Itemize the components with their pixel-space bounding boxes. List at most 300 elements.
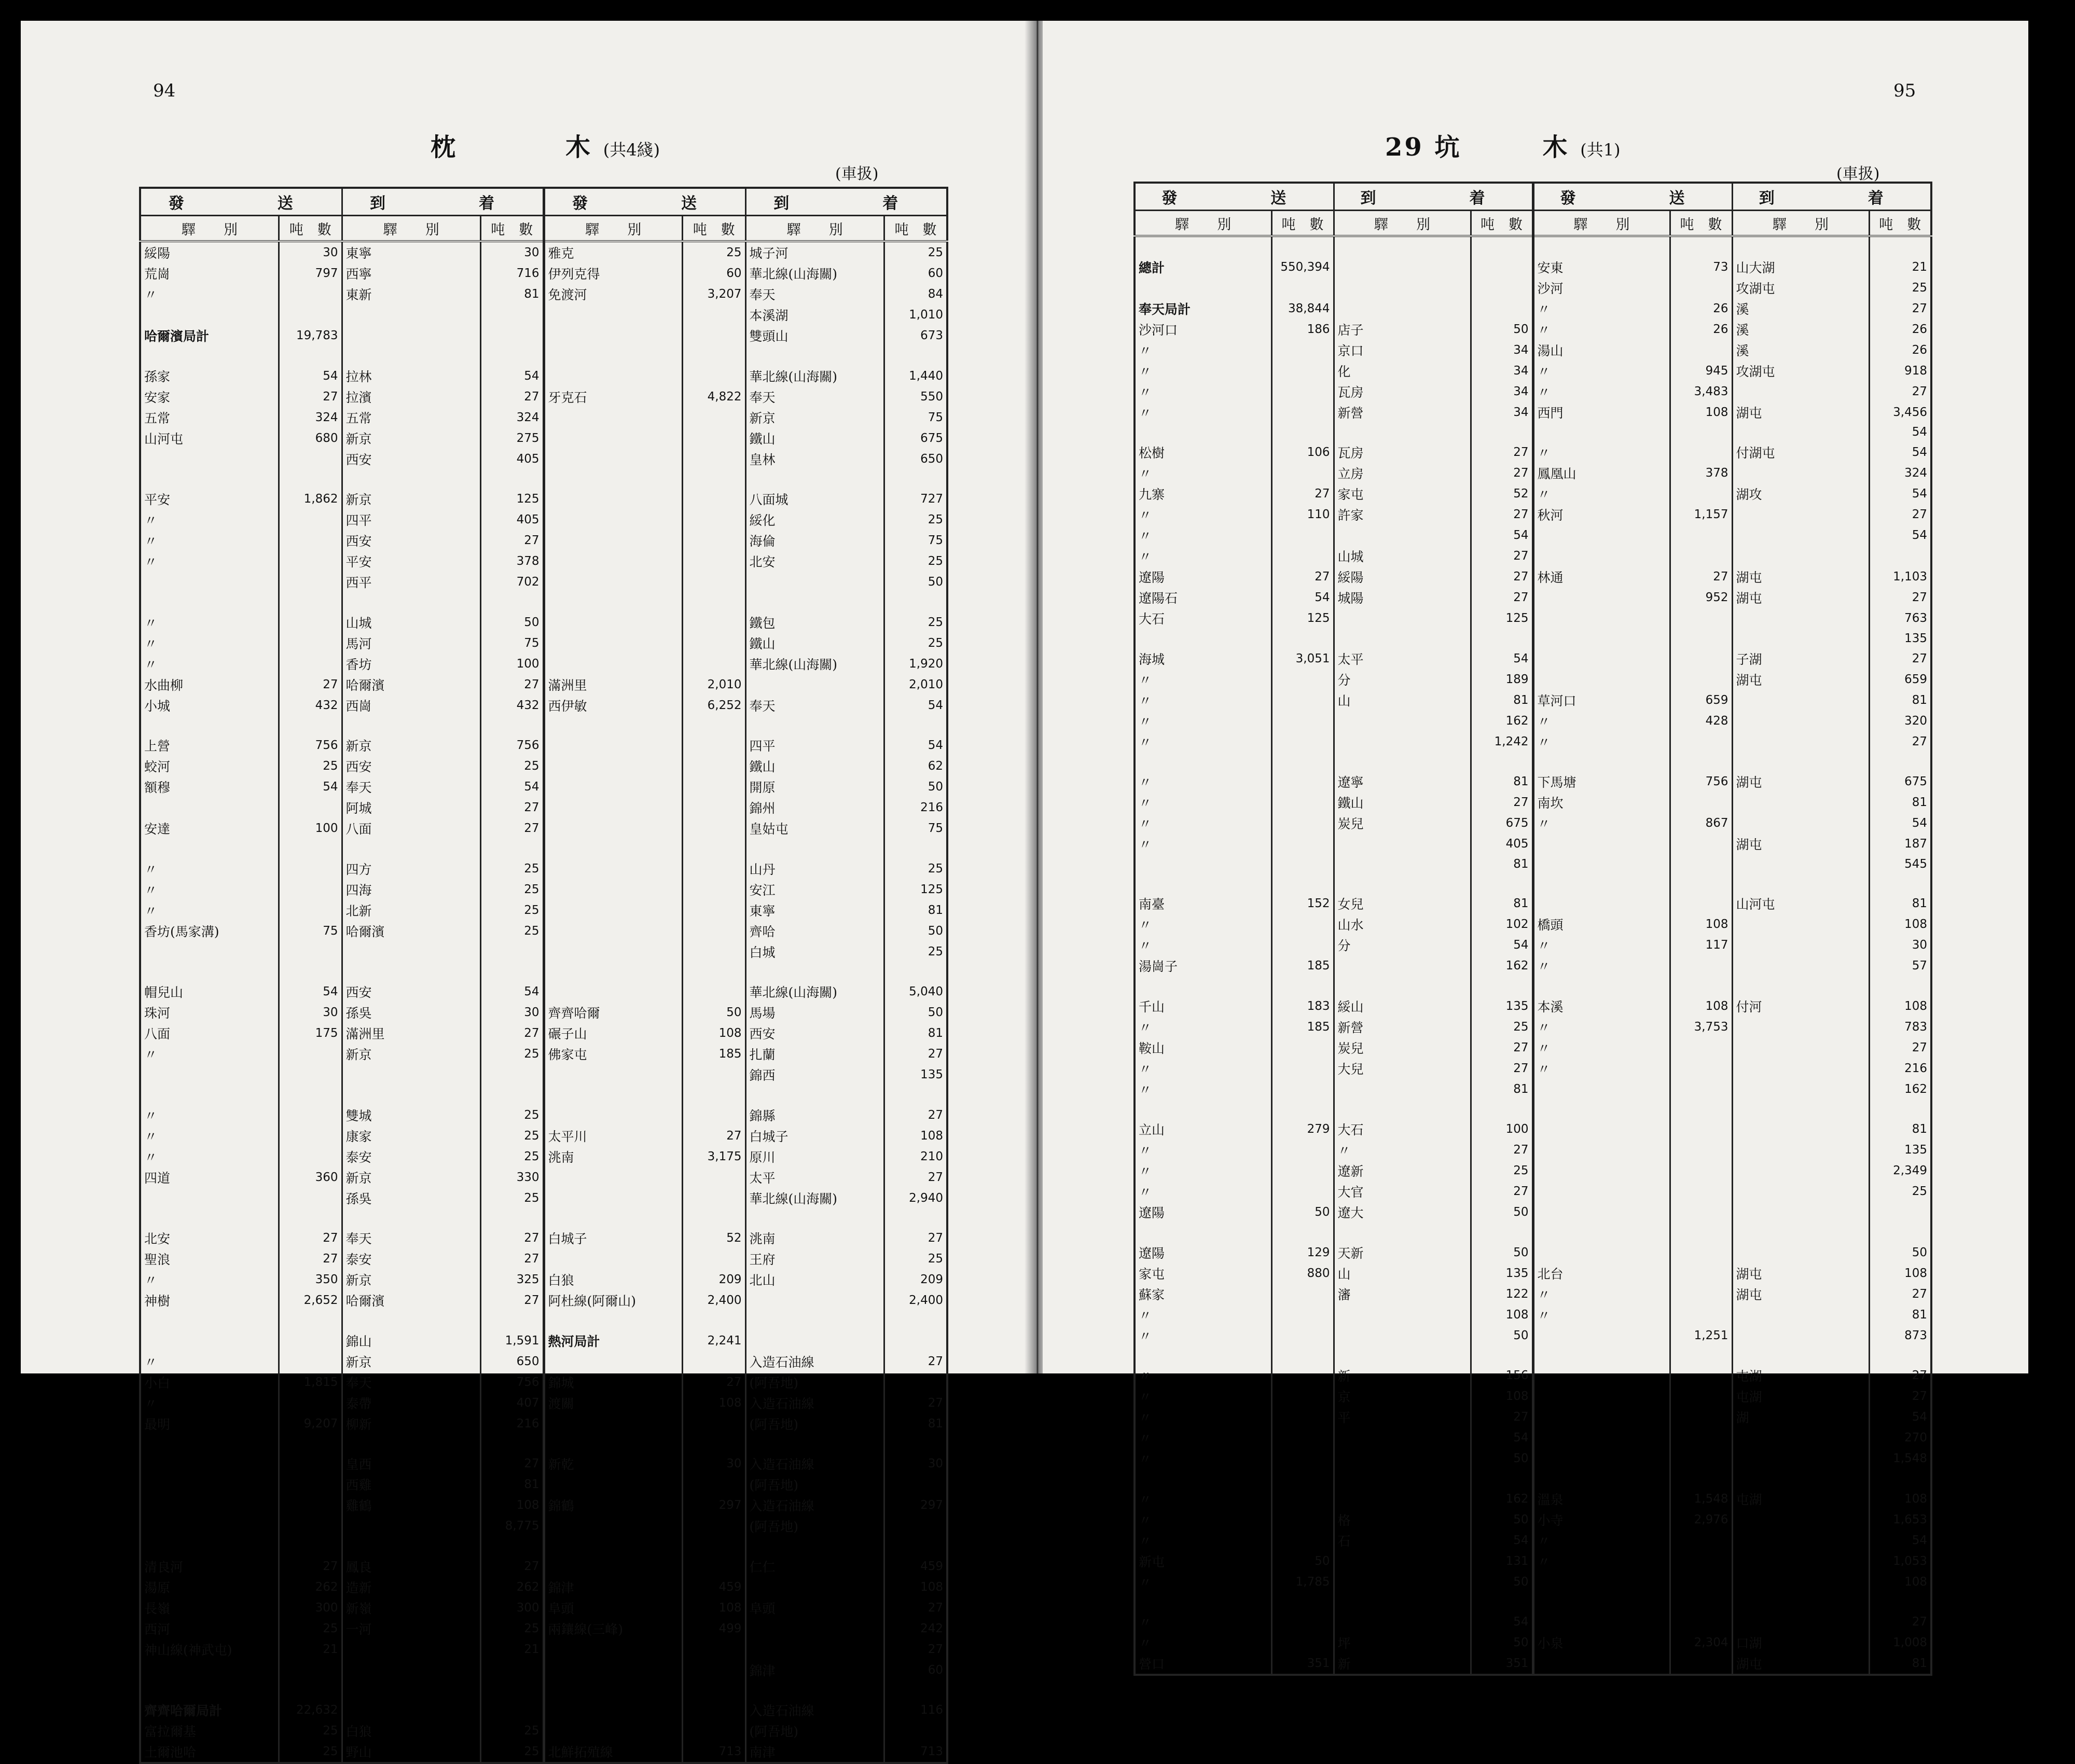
arrive-station-cell: 口湖: [1732, 1632, 1869, 1653]
arrive-station-cell: 開原: [745, 776, 884, 797]
arrive-station-cell: 湖屯: [1732, 587, 1869, 608]
arrive-station-cell: 屯湖: [1732, 1386, 1869, 1407]
arrive-station-cell: [745, 1330, 884, 1351]
table-row: [140, 304, 947, 325]
send-station-cell: 〃: [140, 551, 279, 572]
send-station-cell: [140, 592, 279, 612]
arrive-tons-cell: [480, 1085, 544, 1105]
table-row: [140, 469, 947, 489]
arrive-tons-cell: 25: [884, 241, 947, 263]
table-row: [140, 921, 947, 941]
send-station-cell: 奉天局計: [1135, 298, 1271, 319]
arrive-tons-cell: 27: [1869, 1365, 1931, 1386]
arrive-tons-cell: [480, 1434, 544, 1454]
arrive-tons-cell: 189: [1471, 669, 1533, 690]
arrive-station-cell: [1732, 1223, 1869, 1242]
table-row: [140, 1618, 947, 1639]
send-tons-cell: 27: [279, 1248, 342, 1269]
send-station-cell: [544, 1105, 682, 1126]
send-station-cell: 白狼: [544, 1269, 682, 1290]
table-row: [140, 1495, 947, 1516]
send-station-cell: 〃: [1533, 1304, 1670, 1325]
column-header: 驛 別: [140, 216, 279, 242]
send-tons-cell: [682, 735, 745, 756]
send-station-cell: [544, 1516, 682, 1536]
arrive-tons-cell: 756: [480, 1372, 544, 1393]
arrive-tons-cell: 1,653: [1869, 1509, 1931, 1530]
send-tons-cell: 108: [682, 1023, 745, 1044]
table-row: [140, 572, 947, 592]
send-station-cell: 〃: [1135, 504, 1271, 525]
column-header: 驛 別: [544, 216, 682, 242]
table-row: [140, 695, 947, 716]
arrive-tons-cell: 122: [1471, 1284, 1533, 1304]
arrive-station-cell: (阿吾地): [745, 1372, 884, 1393]
send-tons-cell: [1271, 731, 1334, 752]
send-station-cell: [544, 900, 682, 921]
send-station-cell: [140, 716, 279, 735]
send-tons-cell: [682, 1556, 745, 1577]
send-station-cell: 〃: [1533, 360, 1670, 381]
arrive-tons-cell: [480, 839, 544, 858]
send-station-cell: [544, 612, 682, 633]
table-row: [1135, 1592, 1931, 1612]
send-station-cell: [1533, 1100, 1670, 1119]
table-row: [1135, 566, 1931, 587]
table-row: [1135, 771, 1931, 792]
table-row: [1135, 1284, 1931, 1304]
send-station-cell: [544, 879, 682, 900]
arrive-station-cell: 泰安: [342, 1146, 480, 1167]
send-tons-cell: 378: [1670, 463, 1732, 483]
arrive-tons-cell: 405: [480, 509, 544, 530]
arrive-station-cell: [342, 1434, 480, 1454]
send-station-cell: [140, 1474, 279, 1495]
send-tons-cell: 550,394: [1271, 257, 1334, 277]
arrive-station-cell: 新京: [342, 1351, 480, 1372]
send-tons-cell: [682, 407, 745, 428]
send-station-cell: 雅克: [544, 241, 682, 263]
send-station-cell: 〃: [1135, 834, 1271, 854]
arrive-tons-cell: 162: [1471, 955, 1533, 976]
send-tons-cell: [279, 1188, 342, 1209]
table-row: [1135, 1160, 1931, 1181]
arrive-tons-cell: [884, 592, 947, 612]
arrive-tons-cell: 2,400: [884, 1290, 947, 1311]
table-row: [140, 1188, 947, 1209]
send-station-cell: [1135, 236, 1271, 257]
send-tons-cell: [1670, 1140, 1732, 1160]
send-station-cell: [544, 921, 682, 941]
arrive-tons-cell: 25: [480, 1188, 544, 1209]
arrive-tons-cell: 54: [480, 981, 544, 1002]
right-page: [1043, 21, 2028, 1672]
arrive-tons-cell: 54: [884, 735, 947, 756]
arrive-tons-cell: 60: [884, 263, 947, 284]
arrive-station-cell: 分: [1334, 669, 1471, 690]
send-tons-cell: [682, 1311, 745, 1330]
send-station-cell: 〃: [1135, 1058, 1271, 1079]
table-row: [1135, 402, 1931, 423]
arrive-tons-cell: 21: [480, 1639, 544, 1660]
arrive-tons-cell: [480, 1311, 544, 1330]
arrive-station-cell: [1732, 935, 1869, 955]
arrive-station-cell: 造新: [342, 1577, 480, 1598]
send-station-cell: 哈爾濱局計: [140, 325, 279, 346]
arrive-tons-cell: [1869, 1100, 1931, 1119]
send-tons-cell: [279, 1126, 342, 1146]
send-tons-cell: [682, 1413, 745, 1434]
send-tons-cell: [1271, 277, 1334, 298]
arrive-tons-cell: 52: [1471, 483, 1533, 504]
arrive-tons-cell: 187: [1869, 834, 1931, 854]
send-station-cell: [1533, 854, 1670, 874]
arrive-station-cell: 白狼: [342, 1720, 480, 1741]
arrive-station-cell: 皇姑屯: [745, 818, 884, 839]
arrive-station-cell: [1732, 1119, 1869, 1140]
arrive-tons-cell: 659: [1869, 669, 1931, 690]
arrive-station-cell: 華北線(山海關): [745, 366, 884, 386]
arrive-tons-cell: 2,010: [884, 674, 947, 695]
send-station-cell: 營口: [1135, 1653, 1271, 1675]
send-tons-cell: 152: [1271, 893, 1334, 914]
arrive-tons-cell: [480, 716, 544, 735]
arrive-tons-cell: 27: [1471, 1037, 1533, 1058]
arrive-tons-cell: 27: [1869, 1284, 1931, 1304]
arrive-station-cell: 海倫: [745, 530, 884, 551]
table-row: [1135, 874, 1931, 894]
arrive-tons-cell: 405: [480, 449, 544, 469]
arrive-tons-cell: 81: [1471, 854, 1533, 874]
send-tons-cell: [1670, 423, 1732, 442]
send-tons-cell: [279, 1453, 342, 1474]
arrive-tons-cell: 108: [1869, 996, 1931, 1017]
arrive-station-cell: 雞鶴: [342, 1495, 480, 1516]
arrive-station-cell: [1334, 1448, 1471, 1469]
table-row: [1135, 546, 1931, 566]
table-row: [140, 1516, 947, 1536]
send-station-cell: [1533, 1346, 1670, 1366]
volume-count: (共4綫): [603, 140, 660, 160]
send-station-cell: [544, 1188, 682, 1209]
send-tons-cell: [1271, 669, 1334, 690]
send-station-cell: 〃: [1135, 1448, 1271, 1469]
send-tons-cell: [1271, 752, 1334, 772]
arrive-station-cell: 京: [1334, 1386, 1471, 1407]
arrive-station-cell: 炭兒: [1334, 1037, 1471, 1058]
table-row: [140, 941, 947, 962]
arrive-station-cell: 安江: [745, 879, 884, 900]
arrive-station-cell: 太平: [1334, 648, 1471, 669]
arrive-tons-cell: 81: [1471, 1079, 1533, 1100]
send-tons-cell: [279, 1351, 342, 1372]
send-tons-cell: 125: [1271, 608, 1334, 629]
send-station-cell: 本溪: [1533, 996, 1670, 1017]
arrive-station-cell: 華北線(山海關): [745, 981, 884, 1002]
send-tons-cell: 209: [682, 1269, 745, 1290]
send-tons-cell: [279, 1495, 342, 1516]
send-station-cell: 水曲柳: [140, 674, 279, 695]
table-row: [140, 900, 947, 921]
arrive-station-cell: [342, 592, 480, 612]
send-station-cell: 蘇家: [1135, 1284, 1271, 1304]
arrive-station-cell: [745, 1290, 884, 1311]
send-station-cell: 〃: [1135, 1509, 1271, 1530]
send-tons-cell: [1271, 1427, 1334, 1448]
arrive-tons-cell: [1869, 1469, 1931, 1489]
arrive-tons-cell: 27: [884, 1351, 947, 1372]
arrive-tons-cell: [480, 962, 544, 982]
send-station-cell: [544, 858, 682, 879]
send-station-cell: [544, 428, 682, 449]
send-station-cell: [1533, 1427, 1670, 1448]
send-tons-cell: [1670, 1202, 1732, 1223]
arrive-tons-cell: 34: [1471, 402, 1533, 423]
send-station-cell: [1533, 1325, 1670, 1346]
send-tons-cell: 129: [1271, 1242, 1334, 1263]
send-station-cell: 〃: [1135, 1407, 1271, 1427]
send-station-cell: [1135, 1100, 1271, 1119]
send-station-cell: [1533, 1079, 1670, 1100]
arrive-tons-cell: 675: [884, 428, 947, 449]
header-group: 發 送: [1533, 183, 1732, 211]
arrive-tons-cell: [480, 592, 544, 612]
send-tons-cell: [1670, 1100, 1732, 1119]
arrive-station-cell: 鐵山: [745, 756, 884, 776]
send-tons-cell: 6,252: [682, 695, 745, 716]
arrive-station-cell: 大石: [1334, 1119, 1471, 1140]
send-station-cell: 〃: [1135, 360, 1271, 381]
send-tons-cell: [682, 1474, 745, 1495]
arrive-tons-cell: 57: [1869, 955, 1931, 976]
send-tons-cell: [1271, 1304, 1334, 1325]
send-station-cell: 土爾池哈: [140, 1741, 279, 1763]
send-tons-cell: [1271, 1325, 1334, 1346]
send-station-cell: [140, 346, 279, 366]
send-tons-cell: [279, 1393, 342, 1413]
table-row: [140, 509, 947, 530]
arrive-tons-cell: 108: [884, 1126, 947, 1146]
send-tons-cell: 54: [279, 776, 342, 797]
send-station-cell: 〃: [140, 612, 279, 633]
send-station-cell: 牙克石: [544, 386, 682, 407]
arrive-tons-cell: 270: [1869, 1427, 1931, 1448]
arrive-tons-cell: [480, 469, 544, 489]
table-row: [1135, 1202, 1931, 1223]
send-station-cell: 八面: [140, 1023, 279, 1044]
send-tons-cell: 54: [1271, 587, 1334, 608]
arrive-station-cell: [745, 716, 884, 735]
send-station-cell: 佛家屯: [544, 1044, 682, 1064]
arrive-station-cell: [1732, 1058, 1869, 1079]
send-station-cell: 〃: [1135, 1530, 1271, 1551]
arrive-station-cell: 化: [1334, 360, 1471, 381]
arrive-station-cell: 新京: [342, 735, 480, 756]
arrive-station-cell: [342, 941, 480, 962]
arrive-tons-cell: 54: [1471, 1427, 1533, 1448]
arrive-station-cell: (阿吾地): [745, 1516, 884, 1536]
table-row: [140, 716, 947, 735]
arrive-tons-cell: 125: [480, 489, 544, 509]
table-row: [1135, 1407, 1931, 1427]
arrive-tons-cell: 54: [884, 695, 947, 716]
send-tons-cell: [1670, 1160, 1732, 1181]
send-tons-cell: 279: [1271, 1119, 1334, 1140]
send-station-cell: [1533, 236, 1670, 257]
table-row: [1135, 1509, 1931, 1530]
arrive-station-cell: 白城子: [745, 1126, 884, 1146]
arrive-station-cell: 奉天: [745, 386, 884, 407]
arrive-station-cell: 京口: [1334, 340, 1471, 360]
send-station-cell: 海城: [1135, 648, 1271, 669]
send-tons-cell: [1670, 1448, 1732, 1469]
arrive-station-cell: [1334, 1223, 1471, 1242]
send-tons-cell: [279, 346, 342, 366]
arrive-tons-cell: [1869, 1592, 1931, 1612]
send-station-cell: 〃: [140, 1269, 279, 1290]
column-header: 吨 數: [884, 216, 947, 242]
arrive-station-cell: [1732, 731, 1869, 752]
arrive-tons-cell: [884, 1720, 947, 1741]
arrive-tons-cell: 26: [1869, 340, 1931, 360]
arrive-station-cell: [1732, 914, 1869, 935]
arrive-tons-cell: 50: [884, 572, 947, 592]
arrive-tons-cell: 50: [1471, 1632, 1533, 1653]
arrive-station-cell: 野山: [342, 1741, 480, 1763]
arrive-tons-cell: [1471, 1469, 1533, 1489]
send-tons-cell: [279, 654, 342, 674]
send-station-cell: 〃: [140, 900, 279, 921]
table-row: [140, 346, 947, 366]
send-tons-cell: [1670, 976, 1732, 996]
arrive-station-cell: 奉天: [745, 695, 884, 716]
send-station-cell: [544, 346, 682, 366]
arrive-station-cell: [1732, 525, 1869, 546]
send-station-cell: 〃: [1135, 340, 1271, 360]
send-station-cell: [544, 1434, 682, 1454]
arrive-tons-cell: [884, 1209, 947, 1228]
arrive-station-cell: [745, 1680, 884, 1700]
arrive-tons-cell: 716: [480, 263, 544, 284]
arrive-station-cell: (阿吾地): [745, 1413, 884, 1434]
table-row: [140, 776, 947, 797]
send-tons-cell: 108: [1670, 914, 1732, 935]
send-station-cell: 家屯: [1135, 1263, 1271, 1284]
send-tons-cell: [279, 1105, 342, 1126]
arrive-tons-cell: 25: [480, 1126, 544, 1146]
arrive-station-cell: [1334, 1489, 1471, 1509]
arrive-station-cell: (阿吾地): [745, 1720, 884, 1741]
send-tons-cell: 797: [279, 263, 342, 284]
send-tons-cell: [1670, 1242, 1732, 1263]
arrive-station-cell: [1732, 976, 1869, 996]
arrive-station-cell: 分: [1334, 935, 1471, 955]
send-station-cell: [140, 1434, 279, 1454]
send-station-cell: [544, 981, 682, 1002]
arrive-tons-cell: [884, 1372, 947, 1393]
send-station-cell: 沙河口: [1135, 319, 1271, 340]
arrive-tons-cell: 27: [1869, 731, 1931, 752]
arrive-tons-cell: [1869, 1223, 1931, 1242]
arrive-tons-cell: 673: [884, 325, 947, 346]
arrive-station-cell: [745, 1536, 884, 1556]
send-station-cell: [140, 449, 279, 469]
arrive-tons-cell: 100: [1471, 1119, 1533, 1140]
arrive-tons-cell: 54: [1471, 525, 1533, 546]
table-row: [140, 551, 947, 572]
arrive-station-cell: 新京: [342, 489, 480, 509]
arrive-tons-cell: 81: [884, 900, 947, 921]
arrive-tons-cell: 713: [884, 1741, 947, 1763]
table-row: [140, 1660, 947, 1680]
send-station-cell: [1533, 1202, 1670, 1223]
table-row: [1135, 1530, 1931, 1551]
send-station-cell: [1533, 1223, 1670, 1242]
send-station-cell: 〃: [1135, 711, 1271, 731]
send-tons-cell: [1271, 1509, 1334, 1530]
arrive-tons-cell: 209: [884, 1269, 947, 1290]
send-tons-cell: 183: [1271, 996, 1334, 1017]
send-tons-cell: [1670, 1469, 1732, 1489]
arrive-station-cell: 錦縣: [745, 1105, 884, 1126]
arrive-tons-cell: 25: [1869, 1181, 1931, 1202]
send-tons-cell: [682, 818, 745, 839]
arrive-station-cell: [1334, 1346, 1471, 1366]
send-tons-cell: 100: [279, 818, 342, 839]
table-row: [1135, 483, 1931, 504]
send-station-cell: [1533, 1160, 1670, 1181]
send-tons-cell: 27: [682, 1372, 745, 1393]
arrive-station-cell: 扎蘭: [745, 1044, 884, 1064]
arrive-station-cell: 平: [1334, 1407, 1471, 1427]
arrive-tons-cell: 27: [1869, 298, 1931, 319]
send-station-cell: 〃: [1135, 1386, 1271, 1407]
send-tons-cell: [682, 449, 745, 469]
arrive-tons-cell: 702: [480, 572, 544, 592]
table-row: [140, 1209, 947, 1228]
arrive-station-cell: [745, 572, 884, 592]
send-tons-cell: [1271, 236, 1334, 257]
send-tons-cell: 867: [1670, 813, 1732, 834]
send-tons-cell: [682, 1720, 745, 1741]
send-station-cell: [544, 797, 682, 818]
send-tons-cell: 1,548: [1670, 1489, 1732, 1509]
arrive-station-cell: 許家: [1334, 504, 1471, 525]
send-tons-cell: 27: [682, 1126, 745, 1146]
arrive-tons-cell: 27: [1869, 381, 1931, 402]
send-tons-cell: 50: [1271, 1551, 1334, 1572]
table-row: [140, 633, 947, 654]
send-station-cell: [1533, 1407, 1670, 1427]
arrive-tons-cell: 262: [480, 1577, 544, 1598]
table-row: [140, 325, 947, 346]
send-tons-cell: [682, 509, 745, 530]
send-station-cell: 〃: [1533, 813, 1670, 834]
arrive-station-cell: 四海: [342, 879, 480, 900]
send-tons-cell: 3,483: [1670, 381, 1732, 402]
arrive-tons-cell: 27: [884, 1105, 947, 1126]
send-station-cell: 遼陽: [1135, 1242, 1271, 1263]
send-station-cell: [1135, 1223, 1271, 1242]
send-station-cell: 橋頭: [1533, 914, 1670, 935]
send-tons-cell: [1670, 236, 1732, 257]
arrive-station-cell: [342, 346, 480, 366]
arrive-station-cell: 白城: [745, 941, 884, 962]
send-station-cell: 〃: [1135, 1181, 1271, 1202]
send-tons-cell: [682, 1660, 745, 1680]
send-tons-cell: [1670, 834, 1732, 854]
arrive-tons-cell: 108: [1869, 914, 1931, 935]
